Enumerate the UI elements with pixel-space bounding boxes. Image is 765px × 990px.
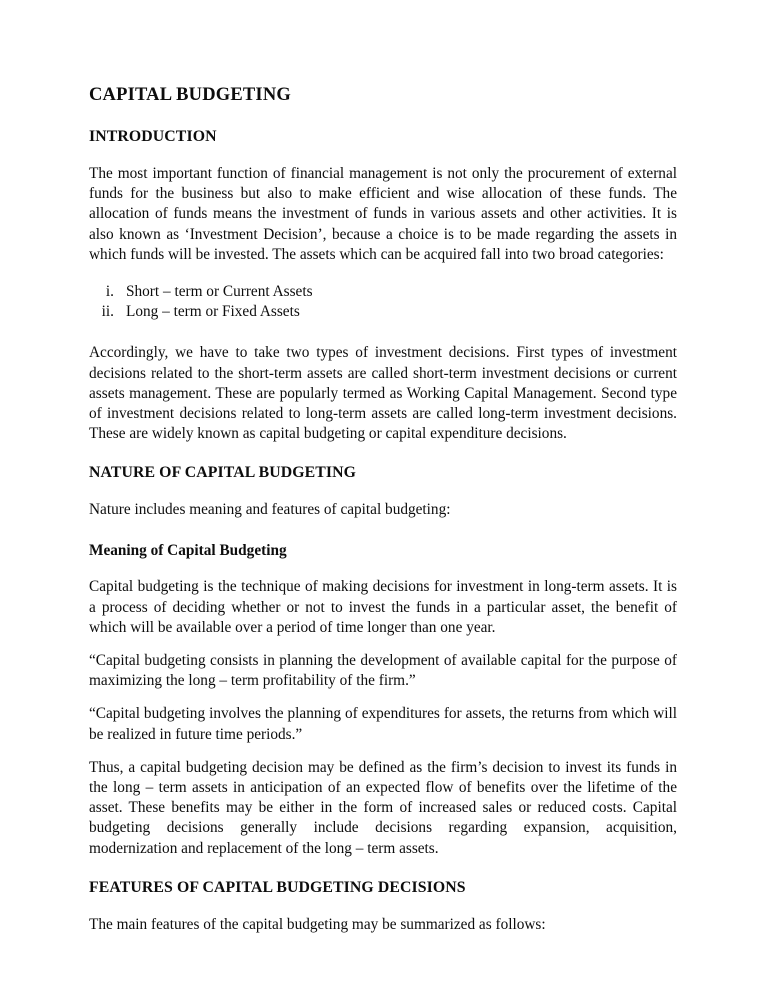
paragraph-introduction-2: Accordingly, we have to take two types of investment decisions. First types of investment decisions related to the short-term assets are called short-term investment decisions or current assets management. These are popularly termed as Working Capital Management. Second type of investment decisions related to long-term assets are called long-term investment decisions. These are widely known as capital budgeting or capital expenditure decisions.: [89, 344, 677, 443]
heading-nature-of-capital-budgeting: NATURE OF CAPITAL BUDGETING: [89, 464, 357, 482]
asset-categories-list: [89, 282, 677, 322]
list-item-marker: ii.: [101, 303, 114, 321]
list-item-label: Long – term or Fixed Assets: [126, 303, 300, 321]
paragraph-meaning-1: Capital budgeting is the technique of making decisions for investment in long-term assets. It is a process of deciding whether or not to invest the funds in a particular asset, the benefit of which will be available over a period of time longer than one year.: [89, 578, 677, 636]
page-title: CAPITAL BUDGETING: [89, 85, 291, 105]
paragraph-features-intro: The main features of the capital budgeting may be summarized as follows:: [89, 915, 546, 933]
heading-features-of-capital-budgeting-decisions: FEATURES OF CAPITAL BUDGETING DECISIONS: [89, 878, 466, 896]
list-item: [89, 302, 677, 322]
list-item: [89, 282, 677, 302]
heading-introduction: INTRODUCTION: [89, 128, 217, 146]
paragraph-meaning-2: Thus, a capital budgeting decision may be defined as the firm’s decision to invest its funds in the long – term assets in anticipation of an expected flow of benefits over the lifetime of the asset. These benefits may be either in the form of increased sales or reduced costs. Capital budgeting decisions generally include decisions regarding expansion, acquisition, modernization and replacement of the long – term assets.: [89, 758, 677, 857]
paragraph-nature-intro: Nature includes meaning and features of capital budgeting:: [89, 501, 451, 519]
document-body: [89, 84, 677, 952]
paragraph-introduction-1: The most important function of financial management is not only the procurement of external funds for the business but also to make efficient and wise allocation of these funds. The allocation of funds means the investment of funds in various assets and other activities. It is also known as ‘Investment Decision’, because a choice is to be made regarding the assets in which funds will be invested. The assets which can be acquired fall into two broad categories:: [89, 164, 677, 263]
subheading-meaning-of-capital-budgeting: Meaning of Capital Budgeting: [89, 542, 287, 560]
quote-capital-budgeting-2: “Capital budgeting involves the planning of expenditures for assets, the returns from which will be realized in future time periods.”: [89, 705, 677, 743]
quote-capital-budgeting-1: “Capital budgeting consists in planning the development of available capital for the purpose of maximizing the long – term profitability of the firm.”: [89, 652, 677, 690]
list-item-label: Short – term or Current Assets: [126, 282, 313, 300]
list-item-marker: i.: [105, 282, 114, 300]
